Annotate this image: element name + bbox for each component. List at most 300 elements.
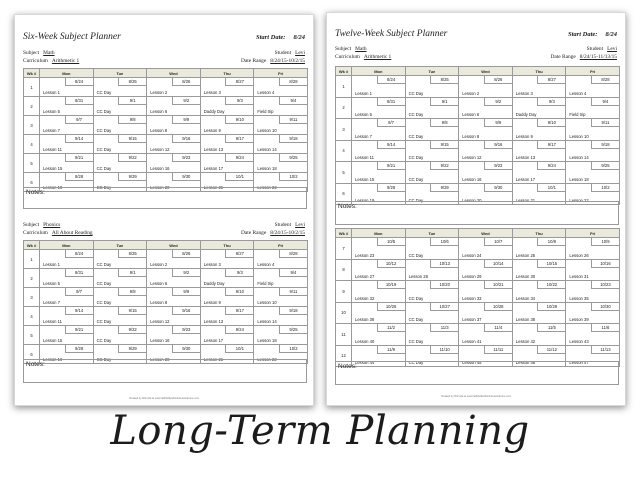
cell-activity: Lesson 39 (569, 317, 589, 322)
day-cell[interactable] (566, 140, 620, 162)
cell-activity: CC Day (96, 357, 112, 362)
day-cell[interactable] (200, 154, 254, 173)
cell-date: 10/20 (430, 281, 458, 289)
day-cell[interactable] (459, 238, 513, 260)
cell-date: 9/29 (430, 184, 458, 192)
cell-date: 10/30 (591, 303, 619, 311)
start-date: Start Date: 8/24 (568, 31, 617, 38)
cell-activity: Lesson 18 (257, 166, 277, 171)
cell-date: 9/25 (279, 326, 307, 334)
day-cell[interactable] (147, 135, 201, 154)
cell-activity: Lesson 11 (43, 147, 63, 152)
cell-activity: Lesson 29 (462, 274, 482, 279)
cell-date: 9/17 (537, 141, 565, 149)
day-cell[interactable] (459, 302, 513, 324)
cell-activity: Lesson 5 (43, 109, 60, 114)
day-cell[interactable] (93, 250, 147, 269)
cell-activity: CC Day (408, 90, 424, 96)
cell-date: 8/26 (172, 250, 200, 258)
cell-activity: Lesson 38 (515, 317, 536, 322)
day-cell[interactable] (93, 78, 147, 97)
day-cell[interactable] (93, 307, 147, 326)
cell-date: 11/4 (484, 324, 512, 332)
week-column-header: Wk # (336, 67, 352, 76)
week-number: 5 (24, 154, 40, 173)
day-cell[interactable] (93, 269, 147, 288)
cell-date: 10/9 (591, 238, 619, 246)
day-cell[interactable] (200, 250, 254, 269)
cell-date: 10/5 (377, 238, 405, 246)
day-column-header: Wed (147, 69, 201, 78)
day-cell[interactable] (40, 269, 94, 288)
long-term-planning-caption: Long-Term Planning (110, 408, 530, 454)
day-cell[interactable] (352, 76, 406, 98)
cell-activity: Lesson 4 (257, 262, 275, 267)
day-cell[interactable] (40, 307, 94, 326)
day-cell[interactable] (254, 97, 308, 116)
day-cell[interactable] (93, 154, 147, 173)
day-cell[interactable] (147, 288, 201, 307)
cell-activity: Lesson 35 (569, 295, 589, 301)
planner-header (23, 32, 305, 46)
day-cell[interactable] (40, 135, 94, 154)
cell-date: 11/6 (591, 324, 619, 332)
cell-date: 8/24 (65, 78, 93, 86)
notes-box: Notes: (335, 201, 619, 225)
cell-activity: Lesson 45 (462, 360, 482, 365)
day-cell[interactable] (147, 116, 201, 135)
cell-activity: Lesson 27 (355, 274, 375, 279)
week-row (336, 324, 620, 346)
cell-date: 10/1 (537, 184, 565, 192)
week-row (24, 135, 308, 154)
week-column-header: Wk # (24, 241, 40, 250)
day-cell[interactable] (512, 97, 566, 119)
day-cell[interactable] (254, 135, 308, 154)
cell-activity: CC Day (408, 133, 424, 139)
cell-date: 9/2 (172, 97, 200, 105)
cell-activity: Lesson 16 (462, 176, 482, 182)
week-number: 1 (24, 78, 40, 97)
cell-activity: Lesson 10 (257, 300, 277, 305)
day-cell[interactable] (40, 288, 94, 307)
cell-activity: Lesson 5 (355, 112, 372, 117)
cell-date: 9/4 (279, 97, 307, 105)
day-cell[interactable] (254, 326, 308, 345)
notes-box: Notes: (23, 359, 307, 383)
day-cell[interactable] (512, 281, 566, 303)
week-row (24, 326, 308, 345)
day-cell[interactable] (405, 140, 459, 162)
day-cell[interactable] (405, 76, 459, 98)
cell-activity: Lesson 23 (355, 252, 375, 258)
curriculum-row: Curriculum All About Reading Date Range 8/24/15-10/2/15 (23, 230, 305, 236)
day-cell[interactable] (352, 162, 406, 184)
cell-date: 10/14 (484, 260, 512, 268)
day-cell[interactable] (147, 250, 201, 269)
planner-table (23, 240, 308, 364)
cell-date: 9/28 (65, 173, 93, 181)
day-cell[interactable] (405, 281, 459, 303)
day-cell[interactable] (352, 238, 406, 260)
day-cell[interactable] (405, 162, 459, 184)
cell-activity: Lesson 21 (203, 185, 224, 190)
cell-date: 9/7 (65, 288, 93, 296)
cell-date: 9/8 (118, 288, 146, 296)
day-cell[interactable] (200, 269, 254, 288)
planner-title: Twelve-Week Subject Planner (335, 29, 448, 39)
subject-value: Phonics (43, 222, 61, 228)
cell-date: 9/29 (118, 345, 146, 353)
header-row (336, 229, 620, 238)
cell-activity: Lesson 17 (203, 338, 224, 343)
day-cell[interactable] (200, 97, 254, 116)
day-cell[interactable] (93, 326, 147, 345)
cell-activity: Lesson 12 (150, 319, 170, 324)
cell-activity: Lesson 13 (515, 155, 536, 160)
day-cell[interactable] (459, 140, 513, 162)
day-cell[interactable] (254, 154, 308, 173)
week-number: 12 (336, 345, 352, 367)
cell-date: 9/28 (377, 184, 405, 192)
cell-date: 8/24 (65, 250, 93, 258)
cell-activity: Lesson 19 (355, 198, 375, 203)
cell-activity: Lesson 30 (515, 274, 536, 279)
cell-date: 9/24 (537, 162, 565, 170)
footer-credit: Created by Rhonda at www.faithfulfiveblocktreeandmore.com (440, 395, 512, 398)
cell-date: 9/23 (484, 162, 512, 170)
day-cell[interactable] (405, 238, 459, 260)
cell-activity: Lesson 37 (462, 317, 482, 322)
day-cell[interactable] (147, 269, 201, 288)
day-cell[interactable] (254, 269, 308, 288)
day-cell[interactable] (566, 162, 620, 184)
day-cell[interactable] (40, 116, 94, 135)
cell-activity: Lesson 6 (462, 112, 480, 117)
cell-date: 11/3 (430, 324, 458, 332)
day-cell[interactable] (459, 76, 513, 98)
cell-activity: Lesson 34 (515, 295, 536, 301)
week-number: 3 (24, 116, 40, 135)
cell-activity: Lesson 5 (43, 281, 60, 286)
day-cell[interactable] (40, 250, 94, 269)
cell-date: 10/19 (377, 281, 405, 289)
day-cell[interactable] (459, 259, 513, 281)
day-cell[interactable] (147, 97, 201, 116)
day-cell[interactable] (352, 324, 406, 346)
day-cell[interactable] (405, 97, 459, 119)
cell-activity: Lesson 10 (569, 133, 589, 139)
cell-date: 9/16 (172, 307, 200, 315)
cell-date: 9/8 (118, 116, 146, 124)
planner-table (335, 66, 620, 205)
cell-activity: Lesson 10 (257, 128, 277, 133)
cell-activity: Lesson 3 (203, 90, 221, 95)
day-cell[interactable] (200, 307, 254, 326)
cell-date: 9/3 (537, 98, 565, 106)
cell-date: 8/27 (537, 76, 565, 84)
day-cell[interactable] (40, 326, 94, 345)
cell-date: 9/10 (225, 288, 253, 296)
week-number: 9 (336, 281, 352, 303)
cell-date: 10/6 (430, 238, 458, 246)
day-cell[interactable] (352, 140, 406, 162)
cell-activity: CC Day (408, 176, 424, 182)
cell-date: 8/28 (279, 78, 307, 86)
cell-activity: Lesson 4 (257, 90, 275, 95)
day-cell[interactable] (254, 250, 308, 269)
day-cell[interactable] (566, 302, 620, 324)
cell-date: 11/12 (537, 346, 565, 354)
cell-activity: Lesson 2 (150, 90, 168, 95)
cell-date: 9/14 (377, 141, 405, 149)
day-column-header: Mon (40, 69, 94, 78)
day-cell[interactable] (566, 97, 620, 119)
curriculum-value: All About Reading (51, 230, 93, 236)
cell-activity: CC Day (408, 112, 424, 117)
cell-date: 9/25 (591, 162, 619, 170)
cell-date: 10/12 (377, 260, 405, 268)
cell-activity: Lesson 20 (150, 357, 170, 362)
day-column-header: Fri (254, 241, 308, 250)
day-column-header: Thu (512, 67, 566, 76)
day-cell[interactable] (512, 162, 566, 184)
day-cell[interactable] (459, 119, 513, 141)
day-cell[interactable] (93, 288, 147, 307)
cell-activity: Lesson 32 (355, 295, 375, 301)
day-cell[interactable] (566, 119, 620, 141)
day-cell[interactable] (512, 259, 566, 281)
cell-activity: Lesson 22 (569, 198, 589, 203)
cell-activity: Lesson 3 (515, 90, 533, 96)
cell-activity: Lesson 3 (203, 262, 221, 267)
cell-activity: Lesson 17 (515, 176, 536, 182)
cell-activity: Lesson 18 (569, 176, 589, 182)
date-range-value: 8/24/15-10/2/15 (270, 58, 305, 64)
cell-date: 8/25 (118, 250, 146, 258)
cell-activity: Lesson 7 (43, 300, 60, 305)
cell-activity: Lesson 1 (43, 262, 60, 267)
day-cell[interactable] (254, 288, 308, 307)
cell-activity: Lesson 33 (462, 295, 482, 301)
cell-date: 10/23 (591, 281, 619, 289)
cell-activity: Lesson 17 (203, 166, 224, 171)
cell-activity: Lesson 12 (150, 147, 170, 152)
day-column-header: Thu (200, 241, 254, 250)
cell-activity: Lesson 2 (462, 90, 480, 96)
curriculum-row: Curriculum Arithmetic 1 Date Range 8/24/15-10/2/15 (23, 58, 305, 64)
day-cell[interactable] (200, 288, 254, 307)
cell-activity: Lesson 43 (569, 338, 589, 344)
cell-date: 9/1 (430, 98, 458, 106)
day-cell[interactable] (200, 326, 254, 345)
cell-date: 9/17 (225, 135, 253, 143)
day-cell[interactable] (352, 302, 406, 324)
day-cell[interactable] (200, 78, 254, 97)
student-value: Levi (295, 222, 305, 228)
cell-date: 9/3 (225, 97, 253, 105)
day-cell[interactable] (93, 116, 147, 135)
day-cell[interactable] (405, 259, 459, 281)
day-column-header: Thu (200, 69, 254, 78)
cell-activity: Lesson 24 (462, 252, 482, 258)
day-cell[interactable] (512, 76, 566, 98)
day-cell[interactable] (566, 281, 620, 303)
day-cell[interactable] (147, 78, 201, 97)
curriculum-value: Arithmetic 1 (363, 54, 392, 60)
day-cell[interactable] (147, 154, 201, 173)
week-row (24, 78, 308, 97)
start-date: Start Date: 8/24 (256, 34, 305, 41)
day-cell[interactable] (93, 135, 147, 154)
cell-date: 8/31 (65, 269, 93, 277)
cell-date: 9/14 (65, 307, 93, 315)
day-cell[interactable] (40, 78, 94, 97)
day-column-header: Fri (566, 67, 620, 76)
day-column-header: Mon (352, 229, 406, 238)
day-column-header: Wed (147, 241, 201, 250)
cell-activity: Lesson 41 (462, 338, 482, 344)
header-row (24, 241, 308, 250)
cell-activity: Lesson 8 (462, 133, 480, 139)
cell-activity: Field trip (569, 112, 586, 117)
day-cell[interactable] (93, 97, 147, 116)
day-cell[interactable] (512, 140, 566, 162)
day-cell[interactable] (566, 76, 620, 98)
cell-activity: Lesson 20 (150, 185, 170, 190)
cell-date: 10/26 (377, 303, 405, 311)
week-row (24, 307, 308, 326)
cell-date: 10/1 (225, 345, 253, 353)
day-cell[interactable] (459, 97, 513, 119)
cell-date: 9/30 (172, 345, 200, 353)
day-cell[interactable] (352, 119, 406, 141)
cell-date: 9/24 (225, 326, 253, 334)
curriculum-value: Arithmetic 1 (51, 58, 80, 64)
curriculum-row: Curriculum Arithmetic 1 Date Range 8/24/15-11/13/15 (335, 54, 617, 60)
cell-activity: Lesson 36 (355, 317, 375, 322)
cell-date: 10/22 (537, 281, 565, 289)
date-range-value: 8/24/15-11/13/15 (579, 54, 617, 60)
day-cell[interactable] (566, 238, 620, 260)
cell-date: 9/22 (430, 162, 458, 170)
day-cell[interactable] (566, 324, 620, 346)
cell-activity: Lesson 21 (203, 357, 224, 362)
week-number: 5 (336, 162, 352, 184)
cell-activity: Lesson 44 (355, 360, 375, 365)
day-cell[interactable] (254, 78, 308, 97)
day-cell[interactable] (405, 119, 459, 141)
cell-activity: CC Day (408, 198, 424, 203)
day-cell[interactable] (405, 324, 459, 346)
cell-activity: Daddy Day (515, 112, 537, 117)
week-number: 2 (336, 97, 352, 119)
cell-activity: Lesson 28 (408, 274, 428, 279)
day-cell[interactable] (512, 119, 566, 141)
day-cell[interactable] (200, 135, 254, 154)
cell-date: 10/15 (537, 260, 565, 268)
cell-date: 9/9 (172, 288, 200, 296)
week-number: 6 (24, 345, 40, 364)
cell-activity: CC Day (96, 109, 112, 114)
cell-activity: Lesson 46 (515, 360, 536, 365)
cell-activity: CC Day (96, 300, 112, 305)
cell-date: 9/25 (279, 154, 307, 162)
week-row (336, 97, 620, 119)
week-row (336, 119, 620, 141)
day-column-header: Tue (93, 241, 147, 250)
cell-activity: Lesson 15 (355, 176, 375, 182)
day-column-header: Wed (459, 229, 513, 238)
cell-date: 9/2 (484, 98, 512, 106)
student-value: Levi (295, 50, 305, 56)
cell-activity: Lesson 25 (515, 252, 536, 258)
cell-activity: Lesson 16 (150, 166, 170, 171)
day-cell[interactable] (512, 302, 566, 324)
day-cell[interactable] (459, 162, 513, 184)
day-column-header: Mon (352, 67, 406, 76)
cell-date: 9/18 (591, 141, 619, 149)
cell-activity: Lesson 19 (43, 185, 63, 190)
week-number: 6 (24, 173, 40, 192)
day-cell[interactable] (200, 116, 254, 135)
cell-date: 9/14 (65, 135, 93, 143)
week-column-header: Wk # (24, 69, 40, 78)
cell-date: 9/21 (65, 154, 93, 162)
cell-activity: Lesson 14 (569, 155, 589, 160)
cell-date: 9/15 (118, 135, 146, 143)
cell-date: 10/2 (279, 345, 307, 353)
week-row (336, 76, 620, 98)
day-cell[interactable] (512, 324, 566, 346)
day-cell[interactable] (40, 154, 94, 173)
day-column-header: Tue (405, 229, 459, 238)
week-row (336, 140, 620, 162)
day-cell[interactable] (147, 307, 201, 326)
cell-activity: Lesson 15 (43, 338, 63, 343)
cell-date: 9/7 (65, 116, 93, 124)
cell-activity: CC Day (408, 338, 424, 344)
cell-date: 10/7 (484, 238, 512, 246)
day-cell[interactable] (566, 259, 620, 281)
day-column-header: Mon (40, 241, 94, 250)
week-row (24, 269, 308, 288)
day-cell[interactable] (40, 97, 94, 116)
day-cell[interactable] (405, 302, 459, 324)
cell-activity: Lesson 1 (43, 90, 60, 95)
day-cell[interactable] (352, 281, 406, 303)
day-cell[interactable] (254, 307, 308, 326)
day-cell[interactable] (147, 326, 201, 345)
day-cell[interactable] (512, 238, 566, 260)
day-cell[interactable] (459, 281, 513, 303)
cell-activity: Lesson 16 (150, 338, 170, 343)
date-range-value: 8/24/15-10/2/15 (270, 230, 305, 236)
day-cell[interactable] (352, 259, 406, 281)
subject-value: Math (355, 46, 367, 52)
cell-date: 8/27 (225, 250, 253, 258)
week-column-header: Wk # (336, 229, 352, 238)
day-cell[interactable] (254, 116, 308, 135)
week-row (336, 302, 620, 324)
day-cell[interactable] (352, 97, 406, 119)
week-number: 3 (336, 119, 352, 141)
day-column-header: Fri (254, 69, 308, 78)
day-cell[interactable] (459, 324, 513, 346)
cell-date: 9/23 (172, 326, 200, 334)
cell-activity: CC Day (96, 128, 112, 133)
cell-date: 9/21 (377, 162, 405, 170)
